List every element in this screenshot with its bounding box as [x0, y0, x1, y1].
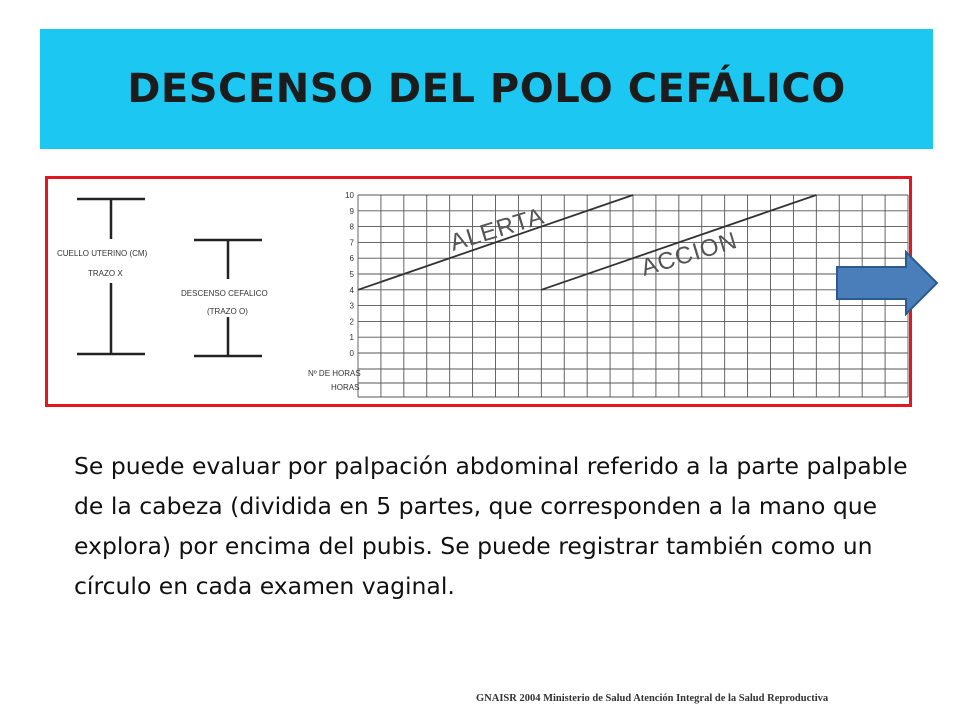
y-tick-label: 4 [349, 285, 354, 295]
footer-citation: GNAISR 2004 Ministerio de Salud Atención Integral de la Salud Reproductiva [476, 693, 829, 704]
descent-symbol [194, 240, 262, 356]
y-tick-label: 3 [349, 301, 354, 311]
descent-label-2: (TRAZO O) [207, 307, 248, 316]
alert-label: ALERTA [446, 202, 548, 257]
action-label: ACCION [637, 226, 741, 282]
y-tick-label: 0 [349, 349, 354, 358]
hours-label: HORAS [331, 383, 360, 392]
partograph-grid [358, 195, 908, 397]
y-tick-label: 5 [349, 270, 354, 279]
y-tick-label: 10 [345, 191, 354, 200]
descent-label-1: DESCENSO CEFALICO [181, 289, 268, 298]
right-arrow-icon [834, 250, 940, 316]
cervix-label-1: CUELLO UTERINO (CM) [57, 249, 148, 258]
y-tick-label: 1 [349, 333, 354, 343]
y-axis-ticks [345, 191, 354, 358]
body-text: Se puede evaluar por palpación abdominal referido a la parte palpable de la cabeza (dividida en 5 partes, que corresponden a la mano que explora) por encima del pubis. Se puede registrar también como un círculo en cada examen vaginal. [74, 452, 908, 600]
hours-count-label: Nº DE HORAS [308, 369, 361, 378]
y-tick-label: 9 [349, 206, 354, 216]
y-tick-label: 7 [349, 238, 354, 248]
partograph-svg [48, 179, 915, 410]
y-tick-label: 2 [349, 317, 354, 327]
body-paragraph [74, 446, 914, 606]
title-banner [40, 29, 933, 149]
y-tick-label: 8 [349, 222, 354, 232]
partograph-figure [45, 176, 912, 407]
y-tick-label: 6 [349, 254, 354, 264]
cervix-label-2: TRAZO X [88, 269, 123, 278]
slide-title: DESCENSO DEL POLO CEFÁLICO [127, 66, 846, 112]
